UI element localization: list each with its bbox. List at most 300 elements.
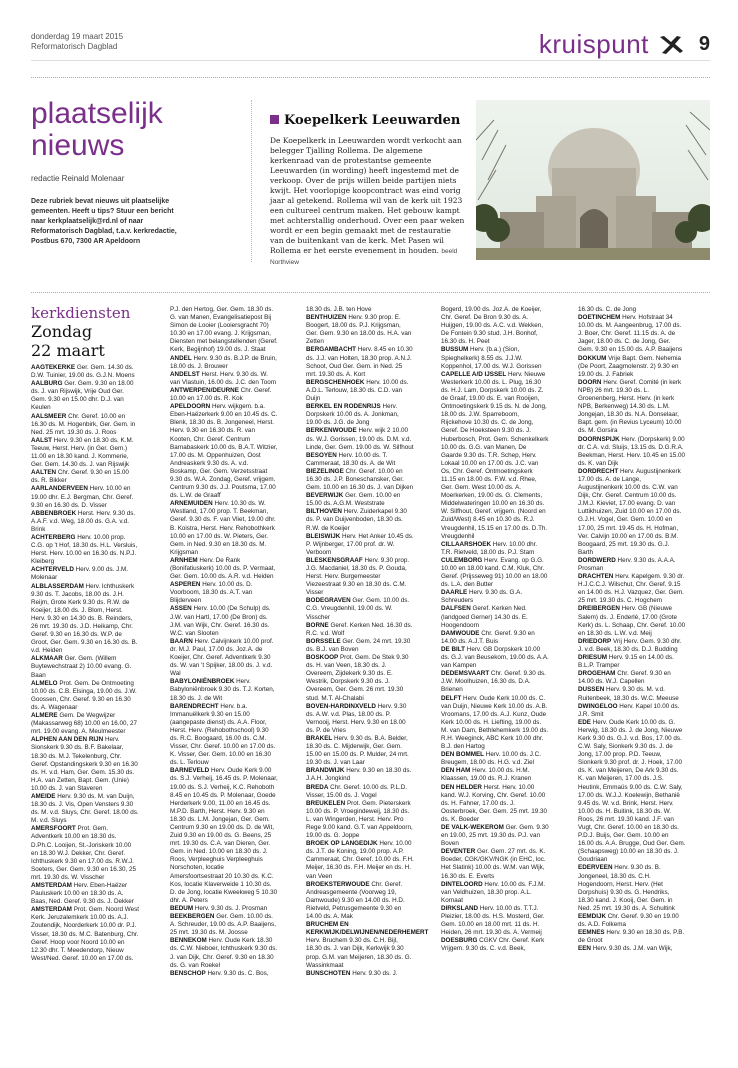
- service-entry: [306, 800, 414, 840]
- service-details: Herv. Oude Kerk 18.30 ds. C.W. Nieboer, Ichthuskerk 9.30 ds. J. van Dijk, Chr. Geref. 9.30 en 18.30 ds. G. van Roekel: [170, 937, 278, 969]
- place-name: DUSSEN: [578, 686, 605, 694]
- place-name: AALBURG: [31, 380, 63, 388]
- place-name: BEDUM: [170, 904, 194, 912]
- service-details: Chr. Geref. 10.00 en 16.30 ds. M. Hogenbirk, Ger. Gem. in Ned. 25 mrt. 19.30 ds. J. Roos: [31, 412, 136, 436]
- place-name: BLEISWIJK: [306, 532, 341, 540]
- service-details: Herv. Geref. Comité (in kerk NPB) 26 mrt. 19.30 ds. L. Groenenberg, Herst. Herv. (in kerk NPB, Berkenweg) 14.30 ds. L.M. Jongejan, 18.30 ds. N.A. Donselaar, Bapt. gem. (in Revius Lyceum) 10.00 ds. M. Gorsira: [578, 378, 682, 435]
- service-details: Bogerd, 19.00 ds. Joz.A. de Koeijer, Chr. Geref. De Bron 9.30 ds. A. Huijgen, 19.00 ds. A.C. v.d. Wekken, De Fontein 9.30 stud. J.H. Bonhof, 16.30 ds. H. Peet: [441, 306, 543, 346]
- service-entry: [170, 500, 278, 557]
- place-name: CILLAARSHOEK: [441, 540, 492, 548]
- service-details: Herv. 9.30 en 18.30 ds. J.A.H. Jongkind: [306, 767, 412, 783]
- redactie-credit: redactie Reinald Molenaar: [31, 174, 125, 183]
- service-details: Prot. Gem. Adventkerk 10.00 en 18.30 ds. D.Ph.C. Looijen, St.-Joriskerk 10.00 en 18.30 W.J. Dekker, Chr. Geref. Ichthuskerk 9.30 en 17.00 ds. R.W.J. Soeters, Ger. Gem. 9.30 en 16.30, 25 mrt. 19.30 ds. W. Visscher: [31, 825, 137, 881]
- service-details: Herv. 10.30 ds. W. Westland, 17.00 prop. T. Beekman, Geref. 9.30 ds. F. van Vliet, 19.00 dhr. B. Koistra, Herst. Herv. Rehobothkerk 10.00 en 17.00 ds. W. Pieters, Ger. Gem. in Ned. 9.30 en 18.30 ds. M. Krijgsman: [170, 500, 276, 556]
- service-entry: [306, 638, 414, 654]
- place-name: DOKKUM: [578, 354, 607, 362]
- service-entry: [441, 630, 549, 646]
- service-entry: [441, 784, 549, 824]
- place-name: DEDEMSVAART: [441, 670, 490, 678]
- service-entry: [578, 638, 686, 654]
- place-name: CAPELLE A/D IJSSEL: [441, 370, 507, 378]
- service-entry: [31, 882, 139, 906]
- service-entry: [31, 510, 139, 534]
- service-entry: [306, 921, 429, 970]
- service-details: 16.30 ds. C. de Jong: [578, 306, 637, 313]
- service-details: Prot. Gem. De Ontmoeting 10.00 ds. C.B. Elsinga, 19.00 ds. J.W. Goossen, Chr. Geref. 9.30 en 16.30 ds. A. Wagenaar: [31, 679, 137, 711]
- place-name: DEN HAM: [441, 767, 471, 775]
- service-entry: [31, 736, 139, 793]
- place-name: DALFSEN: [441, 605, 471, 613]
- service-details: Herv. 9.30 ds. B.A. Belder, 18.30 ds. C. Mijderwijk, Ger. Gem. 15.00 en 15.00 ds. P. Mulder, 24 mrt. 19.30 ds. J. van Laar: [306, 734, 409, 767]
- service-details: Chr. Geref. 10.00 ds. P.L.D. Visser, 15.00 ds. J. Vogel: [306, 783, 408, 799]
- place-name: BARENDRECHT: [170, 702, 219, 710]
- place-name: BORNE: [306, 621, 329, 629]
- service-entry: [170, 581, 278, 605]
- place-name: BARNEVELD: [170, 767, 210, 775]
- service-details: Herv. Calvijnkerk 10.00 prof. dr. M.J. Paul, 17.00 ds. Joz.A. de Koeijer, Chr. Geref. Adventkerk 9.30 ds. W. van 't Spijker, 18.00 ds. J. v.d. Wal: [170, 637, 274, 678]
- service-details: Chr. Geref. 9.30 en 14.00 ds. W.J. Capellen: [578, 670, 671, 686]
- place-name: DRACHTEN: [578, 573, 614, 581]
- service-entry: [441, 670, 549, 694]
- place-name: ASPEREN: [170, 581, 201, 589]
- place-name: DEN HELDER: [441, 783, 482, 791]
- service-entry: [578, 557, 686, 573]
- place-name: BERKENWOUDE: [306, 427, 357, 435]
- service-entry: [306, 654, 414, 703]
- service-entry: [31, 906, 139, 963]
- service-details: Prot. Gem. Pieterskerk 10.00 ds. P. Vroegindeweij, 18.30 ds. L. van Wingerden, Herst. Herv. Pro Rege 9.00 kand. G.T. van Appeldoorn, 19.00 ds. G. Joppe: [306, 799, 413, 840]
- service-entry: [170, 937, 278, 969]
- service-entry: [31, 793, 139, 825]
- service-details: Herv. De Rank (Bonifatiuskerk) 10.00 ds. P. Vermaat, Ger. Gem. 10.00 ds. A.R. v.d. Heiden: [170, 556, 276, 581]
- service-entry: [306, 557, 414, 597]
- service-details: Herv. 9.00 ds. J.M. Molenaar: [31, 566, 129, 582]
- place-name: BIEZELINGE: [306, 467, 344, 475]
- service-entry: [170, 403, 278, 500]
- service-entry: [31, 566, 139, 582]
- place-name: ARNHEM: [170, 556, 198, 564]
- service-entry: [306, 735, 414, 767]
- service-details: Herv. 9.30 ds. G.A. Schreuders: [441, 589, 523, 605]
- service-details: Herv. 10.00 (De Schulp) ds. J.W. van Hartl, 17.00 (De Bron) ds. J.M. van Wijk, Chr. Geref. 16.30 ds. W.C. van Slooten: [170, 605, 271, 637]
- top-dotted-rule: [31, 77, 710, 78]
- service-details: Herv. Nieuwe Westerkerk 10.00 ds. L. Plug, 16.30 ds. H.J. Lam, Dorpskerk 10.00 ds. Z. de Graaf, 19.00 ds. E. van Rooijen, Ontmoetingskerk 9.15 ds. N. de Jong, 18.00 ds. J.W. Sparreboom, Rijckehove 10.30 ds. C. de Jong, Geref. De Hoeksteen 9.30 ds. J. Huberbosch, Prot. Gem. Schenkelkerk 10.00 ds. G.G. van Manen, De Gaarde 9.30 ds. T.R. Schep, Herv. Lokaal 10.00 en 17.00 ds. J.C. van Os, Chr. Geref. Ontmoetingskerk 11.15 en 18.00 ds. F.W. v.d. Rhee, Ger. Gem. West 10.00 ds. A. Moerkerken, 19.00 ds. G. Clements, Middelwateringen 10.00 en 16.30 ds. W. Silfhout, Geref. vrijgem. (Noord en Zuid/West) 8.45 en 10.30 ds. R.J. Vreugdenhil, 15.15 en 17.00 ds. D.Th. Vreugdenhil: [441, 370, 549, 540]
- place-name: CULEMBORG: [441, 556, 483, 564]
- service-details: Prot. Gem. Noord West Kerk. Jeruzalemkerk 10.00 ds. A.J. Zoutendijk, Noorderkerk 10.00 dr. P.J. Visser, 18.30 ds. M.C. Batenburg, Chr. Geref. Hoop voor Noord 10.00 en 12.30 dhr. T. Meedendorp, Nieuw West/Ned. Geref. 10.00 en 17.00 ds.: [31, 906, 140, 962]
- service-details: Herv. 9.30 ds. A.W. v.d. Plas, 18.00 ds. P. Vernooij, Herst. Herv. 9.30 en 18.00 ds. P. de Vries: [306, 702, 407, 734]
- service-entry: [578, 468, 686, 557]
- service-details: Herv. 9.30 ds. B.J.P. de Bruin, 18.00 ds. J. Brouwer: [170, 354, 277, 370]
- service-date: 22 maart: [31, 341, 105, 360]
- service-details: P.J. den Hertog, Ger. Gem. 18.30 ds. G. van Manen, Evangelisatiepost Bij Simon de Looier (Looiersgracht 70) 10.30 en 17.00 evang. J. Krijgsman, Diensten met belangstellenden (Geref. Kerk, Begijnhof) 19.00 ds. J. Staat: [170, 306, 278, 354]
- place-name: BENSCHOP: [170, 969, 206, 977]
- service-entry: [306, 346, 414, 378]
- issue-date: donderdag 19 maart 2015: [31, 32, 124, 41]
- place-name: DINTELOORD: [441, 880, 483, 888]
- place-name: BEVERWIJK: [306, 492, 344, 500]
- service-entry: [578, 306, 686, 314]
- place-name: BUSSUM: [441, 346, 469, 354]
- page-header-info: [31, 32, 123, 52]
- service-entry: [578, 703, 686, 719]
- place-name: AARLANDERVEEN: [31, 485, 88, 493]
- service-entry: [170, 703, 278, 768]
- place-name: DWINGELOO: [578, 702, 618, 710]
- service-details: Herv. Evang. op G.G. 10.00 en 18.00 kand. C.M. Kluk, Chr. Geref. (Prijsseweg 91) 10.00 en 18.00 ds. L.A. den Butter: [441, 556, 548, 589]
- place-name: BENTHUIZEN: [306, 314, 347, 322]
- place-name: DOORN: [578, 378, 602, 386]
- place-name: ANDEL: [170, 354, 192, 362]
- service-details: Geref. Kerken Ned. (landgoed Gerner) 14.30 ds. E. Hoogendoorn: [441, 605, 528, 629]
- place-name: DRIESUM: [578, 654, 608, 662]
- service-column-4: [441, 306, 549, 954]
- service-details: Herv. 9.30 ds. J.: [352, 969, 398, 977]
- service-details: Herv. 10.00 prop. C.G. op 't Hof, 18.30 ds. H.L. Versluis, Herst. Herv. 10.00 en 16.30 ds. N.P.J. Kleiberg: [31, 533, 138, 566]
- service-details: Herv. 9.30 ds. M. van Duijn, 18.30 ds. J. Vis, Open Vensters 9.30 ds. M. v.d. Sluys, Chr. Geref. 18.00 ds. M. v.d. Sluys: [31, 792, 139, 825]
- place-name: BROEKSTERWOUDE: [306, 880, 370, 888]
- place-name: AMERSFOORT: [31, 825, 76, 833]
- service-entry: [31, 364, 139, 380]
- service-details: Herv. 10.00 ds. A.D.L. Terlouw, 18.30 ds. C.D. van Duijn: [306, 378, 409, 403]
- service-entry: [170, 557, 278, 581]
- place-name: DORDRECHT: [578, 467, 619, 475]
- service-details: Chr. Geref. 10.00 en 17.00 ds. R. Kok: [170, 386, 272, 403]
- service-details: Herv. Oude Kerk 9.00 ds. S.J. Verheij, 16.45 ds. P. Molenaar, 19.00 ds. S.J. Verheij, K.C. Rehoboth 8.45 en 10.45 ds. P. Molenaar, Goede Herderkerk 9.00, 11.00 en 16.45 ds. M.P.D. Barth, Herst. Herv. 9.30 en 18.30 ds. L.M. Jongejan, Ger. Gem. Centrum 9.30 en 19.00 ds. D. de Wit, Zuid 9.30 en 19.00 ds. G. Beens, 25 mrt. 19.30 ds. C.A. van Dieren, Ger. Gem. in Ned. 10.00 en 18.30 ds. J. Roos, Verpleeghuis Verpleeghuis Norschoten, locatie Amersfoortsestraat 20 10.30 ds. K.C. Kos, locatie Klaverweide 1 10.30 ds. D. de Jong, locatie Kweekweg 5 10.30 dhr. A. Peters: [170, 767, 278, 904]
- submission-note: Deze rubriek bevat nieuws uit plaatselijke gemeenten. Heeft u tips? Stuur een bericht naar kerkplaatselijk@rd.nl of naar Reformatorisch Dagblad, t.a.v. kerkredactie, Postbus 670, 7300 AR Apeldoorn: [31, 198, 177, 245]
- service-entry: [578, 654, 686, 670]
- header-rule: [31, 60, 710, 61]
- service-entry: [170, 767, 278, 905]
- service-entry: [441, 646, 549, 670]
- service-details: CGKV Chr. Geref. Kerk Vrijgem. 9.30 ds. C. v.d. Beek,: [441, 937, 545, 953]
- place-name: ALMERE: [31, 712, 58, 720]
- place-name: AALST: [31, 436, 52, 444]
- place-name: ANTWERPEN/DEURNE: [170, 386, 239, 394]
- service-entry: [306, 492, 414, 508]
- place-name: BERGSCHENHOEK: [306, 378, 365, 386]
- place-name: BRAKEL: [306, 734, 333, 742]
- service-details: Herv. 8.45 en 10.30 ds. J.J. van Holten, 18.30 prop. A.N.J. Schoot, Oud Ger. Gem. in Ned. 25 mrt. 19.30 ds. A. Kort: [306, 346, 413, 378]
- service-entry: [31, 680, 139, 712]
- service-entry: [306, 881, 414, 921]
- service-details: Herv. Bruchem 9.30 ds. C.H. Bijl, 18.30 ds. J. van Dijk, Kerkwijk 9.30 prop. G.M. van Meijeren, 18.30 ds. G. Wassinkmaat: [306, 937, 412, 969]
- service-details: Herv. (Dorpskerk) 9.00 dr. C.A. v.d. Sluijs, 13.15 ds. D.G.R.A. Beekman, Herst. Herv. 10.45 en 15.00 ds. K. van Dijk: [578, 435, 685, 467]
- service-details: Herv. 10.00 ds. H.M. Klaassen, 19.00 ds. R.J. Kranen: [441, 767, 532, 783]
- service-details: Herv. Hofstraat 34 10.00 ds. M. Aangeenbrug, 17.00 ds. J. Boer, Chr. Geref. 11.15 ds. A. de Jager, 18.00 ds. C. de Jong, Ger. Gem. 9.30 en 15.00 ds. A.P. Baaijens: [578, 314, 683, 354]
- service-entry: [31, 583, 139, 656]
- service-details: Herv. Babyloniënbroek 9.30 ds. T.J. Korten, 18.30 ds. J. de Wit: [170, 678, 275, 702]
- service-details: Ger. Gem. 24 mrt. 19.30 ds. B.J. van Boven: [306, 637, 411, 653]
- kerkdiensten-title: kerkdiensten: [31, 304, 131, 322]
- place-name: BORSSELE: [306, 637, 341, 645]
- service-details: Herv. 9.30 en 18.30 ds. P.B. de Groot: [578, 929, 685, 945]
- service-entry: [578, 929, 686, 945]
- service-details: Herv. Het Anker 10.45 ds. P. Wijnberger, 17.00 prof. dr. W. Verboom: [306, 532, 414, 556]
- place-name: EDE: [578, 718, 591, 726]
- service-entry: [306, 970, 414, 978]
- place-name: AAGTEKERKE: [31, 364, 76, 371]
- service-details: Ger. Gem. 9.30 en 18.00 ds. J. van Rijswijk, Vrije Oud Ger. Gem. 9.30 en 15.00 dhr. D.J. van Keulen: [31, 380, 134, 412]
- service-entry: [306, 306, 414, 314]
- service-entry: [306, 703, 414, 735]
- place-name: EEN: [578, 945, 591, 953]
- service-entry: [170, 355, 278, 371]
- service-entry: [31, 825, 139, 882]
- service-details: Herv. GB (Nieuwe Salem) ds. J. Enderlé, 17.00 (Grote Kerk) ds. L. Schaap, Chr. Geref. 10.00 en 18.30 ds. L.W. v.d. Meij: [578, 605, 686, 637]
- service-column-1: [31, 364, 139, 963]
- service-details: Chr. Geref. Andreasgemeente (Voorweg 19, Damwoude) 9.30 en 14.00 ds. H.D. Rietveld, Petrusgemeente 9.30 en 14.00 ds. A. Mak: [306, 880, 405, 921]
- service-details: Herv. Zuiderkapel 9.30 ds. P. van Duijvenboden, 18.30 ds. R.W. de Koeijer: [306, 508, 407, 532]
- service-entry: [31, 469, 139, 485]
- service-details: Herst. Herv. 9.30 ds. A.A.F. v.d. Weg, 18.00 ds. G.A. v.d. Brink: [31, 509, 136, 533]
- place-name: BEEKBERGEN: [170, 913, 215, 921]
- place-name: BRUCHEM EN KERKWIJK/DELWIJNEN/NEDERHEMERT: [306, 921, 429, 937]
- service-entry: [578, 605, 686, 637]
- service-column-5: [578, 306, 686, 954]
- place-name: AMSTERDAM: [31, 882, 72, 889]
- service-details: Herv. Kapelgem. 9.30 dr. H.J.C.C.J. Wilschut, Chr. Geref. 9.15 en 14.00 ds. H.J. Vazquez, Ger. Gem. 25 mrt. 19.30 ds. C. Hogchem: [578, 573, 685, 605]
- place-name: AMSTERDAM: [31, 906, 72, 914]
- column-separator: [251, 100, 252, 262]
- service-details: Ger. Gem. 10.00 ds. C.G. Vreugdenhil, 19.00 ds. W. Visscher: [306, 597, 410, 621]
- service-entry: [306, 767, 414, 783]
- service-entry: [170, 638, 278, 678]
- service-entry: [306, 784, 414, 800]
- service-entry: [441, 905, 549, 937]
- place-name: ASSEN: [170, 605, 192, 613]
- service-entry: [441, 306, 549, 346]
- service-entry: [441, 767, 549, 783]
- service-details: Chr. Geref. 9.30 ds. J.W. Moolhuizen, 16.30 ds. D.A. Brienen: [441, 670, 546, 694]
- square-bullet-icon: [270, 115, 279, 124]
- service-entry: [170, 905, 278, 913]
- place-name: DE VALK-WEKEROM: [441, 824, 504, 831]
- place-name: ALPHEN AAN DEN RIJN: [31, 736, 104, 744]
- service-details: Herv. 9.30 prop. E. Boogert, 18.00 ds. P.J. Krijgsman, Ger. Gem. 9.30 en 18.00 ds. H.A. van Zetten: [306, 314, 412, 346]
- place-name: DAARLE: [441, 589, 468, 597]
- service-entry: [441, 848, 549, 880]
- service-details: Herv. 9.30 ds. A.A.A. Prosman: [578, 556, 676, 572]
- service-entry: [441, 937, 549, 953]
- service-details: Herst. Herv. 9.30 ds. W. van Vlastuin, 16.00 ds. J.C. den Toom: [170, 370, 276, 386]
- place-name: ACHTERVELD: [31, 566, 74, 574]
- service-column-3: [306, 306, 429, 978]
- place-name: ALMELO: [31, 679, 58, 687]
- service-details: Herv. 10.00 dhr. T.R. Rietveld, 18.00 ds. P.J. Stam: [441, 540, 538, 556]
- service-entry: [170, 678, 278, 702]
- service-entry: [306, 508, 414, 532]
- service-entry: [441, 605, 549, 629]
- service-details: Herv. 10.00 ds. T. Cammeraat, 18.30 ds. A. de Wit: [306, 451, 396, 467]
- place-name: DOETINCHEM: [578, 314, 621, 322]
- page-header-section: [539, 29, 710, 60]
- koepelkerk-photo: [476, 100, 710, 260]
- place-name: ACHTERBERG: [31, 533, 76, 541]
- service-entry: [170, 913, 278, 937]
- section-dotted-rule: [31, 292, 710, 293]
- service-entry: [578, 355, 686, 379]
- place-name: BUNSCHOTEN: [306, 969, 351, 977]
- place-name: BERGAMBACHT: [306, 346, 357, 354]
- service-entry: [31, 380, 139, 412]
- service-details: Chr. Geref. 9.30 en 14.00 ds. A.J.T. Buis: [441, 629, 535, 645]
- service-details: Herv. b.a. Immanuëlkerk 9.30 en 15.00 (aangepaste dienst) ds. A.A. Floor, Herst. Herv. (Rehobothschool) 9.30 ds. R.C. Boogaard, 16.00 ds. C.M. Visser, Chr. Geref. 10.00 en 17.00 ds. K. Visser, Ger. Gem. 10.00 en 16.30 ds. L. Terlouw: [170, 702, 276, 767]
- service-details: Herv. 10.00 ds. T.T.J. Pleizier, 18.00 ds. H.S. Mosterd, Ger. Gem. 10.00 en 18.00 mrt. 11 ds. H. Heiden, 26 mrt. 19.30 ds. A. Vermeij: [441, 904, 545, 937]
- service-entry: [170, 605, 278, 637]
- service-details: Chr. Geref. 9.30 en 19.00 ds. A.D. Folkema: [578, 913, 679, 929]
- sidebar-title: plaatselijk nieuws: [31, 97, 163, 162]
- service-details: Herv. 10.00 ds. J.C. Breugem, 18.00 ds. H.G. v.d. Ziel: [441, 751, 541, 767]
- service-entry: [170, 306, 278, 355]
- service-entry: [578, 913, 686, 929]
- service-details: Herv. Oude Kerk 10.00 ds. C. van Duijn, Nieuwe Kerk 10.00 ds. A.B. Vroomans, 17.00 ds. A.J. Kunz, Oude Kerk 10.00 ds. H. Liefting, 19.00 ds. M. van Dam, Bethlehemkerk 19.00 ds. R.H. Weeginck, ABC Kerk 10.00 dhr. B.J. den Hartog: [441, 694, 549, 751]
- service-entry: [306, 597, 414, 621]
- place-name: BAARN: [170, 637, 193, 645]
- service-entry: [578, 314, 686, 354]
- service-entry: [441, 557, 549, 589]
- service-details: Vrije Bapt. Gem. Nehemia (De Poort, Zaagmolenstr. 2) 9.30 en 19.00 ds. J. Fabriek: [578, 354, 682, 378]
- place-name: DORDWERD: [578, 556, 616, 564]
- service-entry: [31, 534, 139, 566]
- service-entry: [306, 840, 414, 880]
- kruispunt-logo-icon: [657, 34, 685, 56]
- place-name: BERKEL EN RODENRIJS: [306, 403, 381, 411]
- service-entry: [170, 387, 278, 403]
- service-details: Herv. 10.00 ds. F.J.M. van Veldhuizen, 18.30 prop. A.L. Kornaat: [441, 880, 546, 904]
- service-details: Herv. 9.15 en 14.00 ds. B.L.P. Tramper: [578, 654, 674, 670]
- service-details: Herv. wijk 2 10.00 ds. W.J. Gorissen, 19.00 ds. D.M. v.d. Linde, Ger. Gem. 19.00 ds. W. Silfhout: [306, 427, 414, 451]
- service-entry: [306, 622, 414, 638]
- place-name: ALBLASSERDAM: [31, 582, 84, 590]
- service-details: Herv. Kapel 10.00 ds. J.R. Smit: [578, 702, 680, 718]
- service-entry: [31, 655, 139, 679]
- place-name: DOORNSPIJK: [578, 435, 620, 443]
- place-name: DIRKSLAND: [441, 904, 479, 912]
- place-name: BRANDWIJK: [306, 767, 345, 775]
- service-entry: [441, 695, 549, 752]
- service-entry: [578, 945, 686, 953]
- service-entry: [441, 371, 549, 541]
- service-details: Herv. GB Dorpskerk 10.00 ds. G.J. van Beusekom, 19.00 ds. A.A. van Kampen: [441, 645, 549, 670]
- service-details: Chr. Geref. 9.30 en 15.00 ds. R. Bikker: [31, 469, 129, 485]
- service-details: Gem. De Wegwijzer (Makassarweg 68) 10.00 en 16.00, 27 mrt. 19.00 evang. A. Meulmeester: [31, 712, 138, 736]
- service-entry: [578, 379, 686, 436]
- place-name: DREIBERGEN: [578, 605, 620, 613]
- place-name: EEMNES: [578, 929, 605, 937]
- service-entry: [306, 533, 414, 557]
- service-details: Herv. 9.30 en 18.30 ds. K.M. Teeuw, Herst. Herv. (in Ger. Gem.) 11.00 en 18.30 kand. J. Kommerie, Ger. Gem. 14.30 ds. J. van Rijswijk: [31, 436, 134, 469]
- place-name: BROEK OP LANGEDIJK: [306, 840, 378, 848]
- place-name: BREDA: [306, 783, 329, 791]
- service-entry: [441, 541, 549, 557]
- service-entry: [306, 468, 414, 492]
- service-entry: [578, 573, 686, 605]
- service-details: Ger. Gem. 9.30 en 19.00, 25 mrt. 19.30 ds. P.J. van Boven: [441, 824, 549, 848]
- service-entry: [441, 824, 549, 848]
- place-name: BOSKOOP: [306, 654, 339, 662]
- service-details: Herv. Ichthuskerk 9.30 ds. T. Jacobs, 18.00 ds. J.H. Reijm, Grote Kerk 9.30 ds. R.W. de Koeijer, 18.00 ds. J. Blom, Herst. Herv. 9.30 en 14.30 ds. B. Reinders, 26 mrt. 19.30 ds. J.D. Heikamp, Chr. Geref. 9.30 en 16.30 ds. W.P. de Groot, Ger. Gem. 9.30 en 16.30 ds. B. v.d. Heiden: [31, 582, 138, 655]
- service-details: Herst. Herv. 10.00 kand. W.J. Korving, Chr. Geref. 10.00 ds. H. Fahner, 17.00 ds. J. Oosterbroek, Ger. Gem. 25 mrt. 19.30 ds. K. Boeder: [441, 783, 548, 823]
- service-entry: [578, 670, 686, 686]
- service-details: Ger. Gem. 27 mrt. ds. K. Boeder, CGK/GKV/NGK (in EHC, loc. Het Slatink) 10.00 ds. W.M. van Wijk, 16.30 ds. E. Everts: [441, 848, 546, 880]
- place-name: AALSMEER: [31, 412, 67, 420]
- place-name: APELDOORN: [170, 403, 211, 411]
- service-entry: [306, 403, 414, 427]
- service-entry: [31, 437, 139, 469]
- place-name: EDERVEEN: [578, 864, 613, 872]
- place-name: DRIEDORP: [578, 637, 612, 645]
- service-details: Ger. Gem. 14.30 ds. D.W. Tuinier, 19.00 ds. G.J.N. Moens: [31, 364, 135, 380]
- place-name: AALTEN: [31, 469, 57, 477]
- service-details: Ger. Gem. (Willem Buytewechstraat 2) 10.00 evang. G. Baan: [31, 655, 132, 679]
- service-entry: [441, 751, 549, 767]
- service-entry: [578, 719, 686, 865]
- service-details: Prot. Gem. De Stek 9.30 ds. H. van Veen, 18.30 ds. J. Overeem, Zijdekerk 9.30 ds. E. Westrik, Dorpskerk 9.30 ds. J. Overeem, Ger. Gem. 26 mrt. 19.30 stud. M.T. Al-Chalabi: [306, 654, 409, 702]
- article-title: Koepelkerk Leeuwarden: [270, 113, 466, 128]
- place-name: ARNEMUIDEN: [170, 500, 213, 508]
- service-day: Zondag: [31, 322, 93, 341]
- plaatselijk-nieuws-sidebar: [31, 98, 241, 247]
- place-name: DELFT: [441, 694, 462, 702]
- photo-credit: beeld Northview: [270, 248, 458, 266]
- service-details: Herv. 9.30 ds. B. Jongeneel, 18.30 ds. C.H. Hogendoorn, Herst. Herv. (Het Dorpshuis) 9.30 ds. G. Hendriks, 18.30 kand. J. Kooij, Ger. Gem. in Ned. 25 mrt. 19.30 ds. A. Schultink: [578, 864, 675, 912]
- place-name: BOVEN-HARDINXVELD: [306, 702, 376, 710]
- place-name: ALKMAAR: [31, 655, 63, 663]
- service-details: Geref. Kerken Ned. 16.30 ds. R.C. v.d. Wolf: [306, 621, 413, 637]
- service-details: Herv. 10.00 ds. D. Voorboom, 18.30 ds. A.T. van Blijderveen: [170, 581, 253, 605]
- service-details: Herv. Sionskerk 9.30 ds. B.F. Bakelaar, 18.30 ds. M.J. Tekelenburg, Chr. Geref. Opstandingskerk 9.30 en 16.30 ds. H. v.d. Ham, Ger. Gem. 15.30 ds. H.A. van Zetten, Bapt. Gem. (Unie) 10.00 ds. J. van Staveren: [31, 736, 138, 792]
- service-entry: [306, 452, 414, 468]
- service-details: Herv. Eben-Haëzer Pauluskerk 10.00 en 18.30 ds. A. Baas, Ned. Geref. 9.30 ds. J. Dekker: [31, 882, 134, 906]
- service-details: Herv. 9.30 ds. M. v.d. Ruitenbeek, 18.30 ds. W.C. Meeuse: [578, 686, 679, 702]
- article-body: De Koepelkerk in Leeuwarden wordt verkocht aan belegger Tjalling Rollema. De algemene kerkenraad van de protestantse gemeente Leeuwarden (in wording) heeft ingestemd met de verkoop. Over de prijs willen beide partijen niets kwijt. Het voorlopige koopcontract was eind vorig jaar al getekend. Rollema wil van de kerk uit 1923 een cultureel centrum maken. Het gebouw kampt met achterstallig onderhoud. Over een paar weken wordt er een begin gemaakt met de restauratie van de buitenkant van de kerk. Met Pasen wil Rollema er het eerste evenement in houden. beeld Northview: [270, 136, 465, 266]
- service-details: Herv. Oude Kerk 10.00 ds. G. Herwig, 18.30 ds. J. de Jong, Nieuwe Kerk 9.30 ds. G.J. v.d. Bos, 17.00 ds. C.W. Saly, Sionkerk 9.30 ds. J. de Jong, 17.00 prop. P.D. Teeuw, Sionkerk 9.30 prof. dr. J. Hoek, 17.00 ds. K. van Meijeren, De Ark 9.30 ds. K. van Meijeren, 17.00 ds. J.S. Heutink, Emmaüs 9.00 ds. C.W. Saly, 17.00 ds. W.J.J. Koelewijn, Bethanië 9.45 ds. W. v.d. Brink, Herst. Herv. 10.00 ds. H. Buitink, 18.30 ds. W. Roos, 26 mrt. 19.30 kand. J.F. van Vugt, Chr. Geref. 10.00 en 18.30 ds. P.D.J. Buijs, Ger. Gem. 10.00 en 16.00 ds. A.A. Brugge, Oud Ger. Gem. (Schaapsweg) 10.00 en 18.30 ds. J. Goudriaan: [578, 718, 686, 864]
- service-entry: [31, 413, 139, 437]
- service-details: Herv. 10.00 en 19.00 dhr. E.J. Bergman, Chr. Geref. 9.30 en 16.30 ds. D. Visser: [31, 485, 134, 509]
- place-name: DE BILT: [441, 645, 466, 653]
- service-entry: [578, 864, 686, 913]
- place-name: BREUKELEN: [306, 799, 346, 807]
- service-details: Ger. Gem. 10.00 en 15.00 ds. A.G.M. Weststrate: [306, 492, 401, 508]
- service-details: 18.30 ds. J.B. ten Hove: [306, 306, 372, 313]
- service-details: Herv. 9.30 ds. C. Bos,: [207, 969, 269, 977]
- service-details: Herv. Dorpskerk 10.00 ds. A. Jonkman, 19.00 ds. J.G. de Jong: [306, 403, 399, 427]
- section-name: kruispunt: [538, 29, 649, 59]
- news-article: [270, 113, 466, 268]
- service-entry: [441, 346, 549, 370]
- service-details: Herv. (b.a.) (Sion, Spieghelkerk) 8.55 ds. J.J.W. Koppenhol, 17.00 ds. W.J. Gorissen: [441, 346, 542, 370]
- service-entry: [306, 427, 414, 451]
- service-column-2: [170, 306, 278, 978]
- service-details: Herv. 9.30 ds. J. Prosman: [194, 904, 268, 912]
- service-details: Herv. wijkgem. b.a. Eben-Haëzerkerk 9.00 en 10.45 ds. C. Blenk, 18.30 ds. B. Jongeneel, Herst. Herv. 9.30 en 16.30 ds. R. van Kooten, Chr. Geref. Centrum Barnabaskerk 10.00 ds. B.A.T. Witzier, 17.00 ds. M. Oppenhuizen, Oost Andreaskerk 9.30 ds. A. v.d. Boskamp, Ger. Gem. Verzetsstraat 9.30 ds. W.A. Zondag, Geref. vrijgem. Centrum 9.30 ds. J.J. Poutsma, 17.00 ds. L.W. de Graaff: [170, 403, 278, 500]
- page-number: 9: [698, 33, 710, 55]
- place-name: BLESKENSGRAAF: [306, 556, 363, 564]
- service-entry: [31, 485, 139, 509]
- service-entry: [170, 970, 278, 978]
- place-name: DAMWOUDE: [441, 629, 480, 637]
- place-name: BODEGRAVEN: [306, 597, 351, 605]
- place-name: EEMDIJK: [578, 913, 606, 921]
- service-entry: [306, 314, 414, 346]
- service-details: Vrij Herv. Gem. 9.30 dhr. J. v.d. Beek, 18.30 ds. D.J. Budding: [578, 637, 682, 653]
- service-entry: [441, 589, 549, 605]
- service-details: Ger. Gem. 10.00 ds. A. Schreuder, 19.00 ds. A.P. Baaijens, 25 mrt. 19.30 ds. M. Joosse: [170, 913, 276, 937]
- place-name: BESOYEN: [306, 451, 337, 459]
- place-name: DROGEHAM: [578, 670, 616, 678]
- service-entry: [31, 712, 139, 736]
- service-entry: [306, 379, 414, 403]
